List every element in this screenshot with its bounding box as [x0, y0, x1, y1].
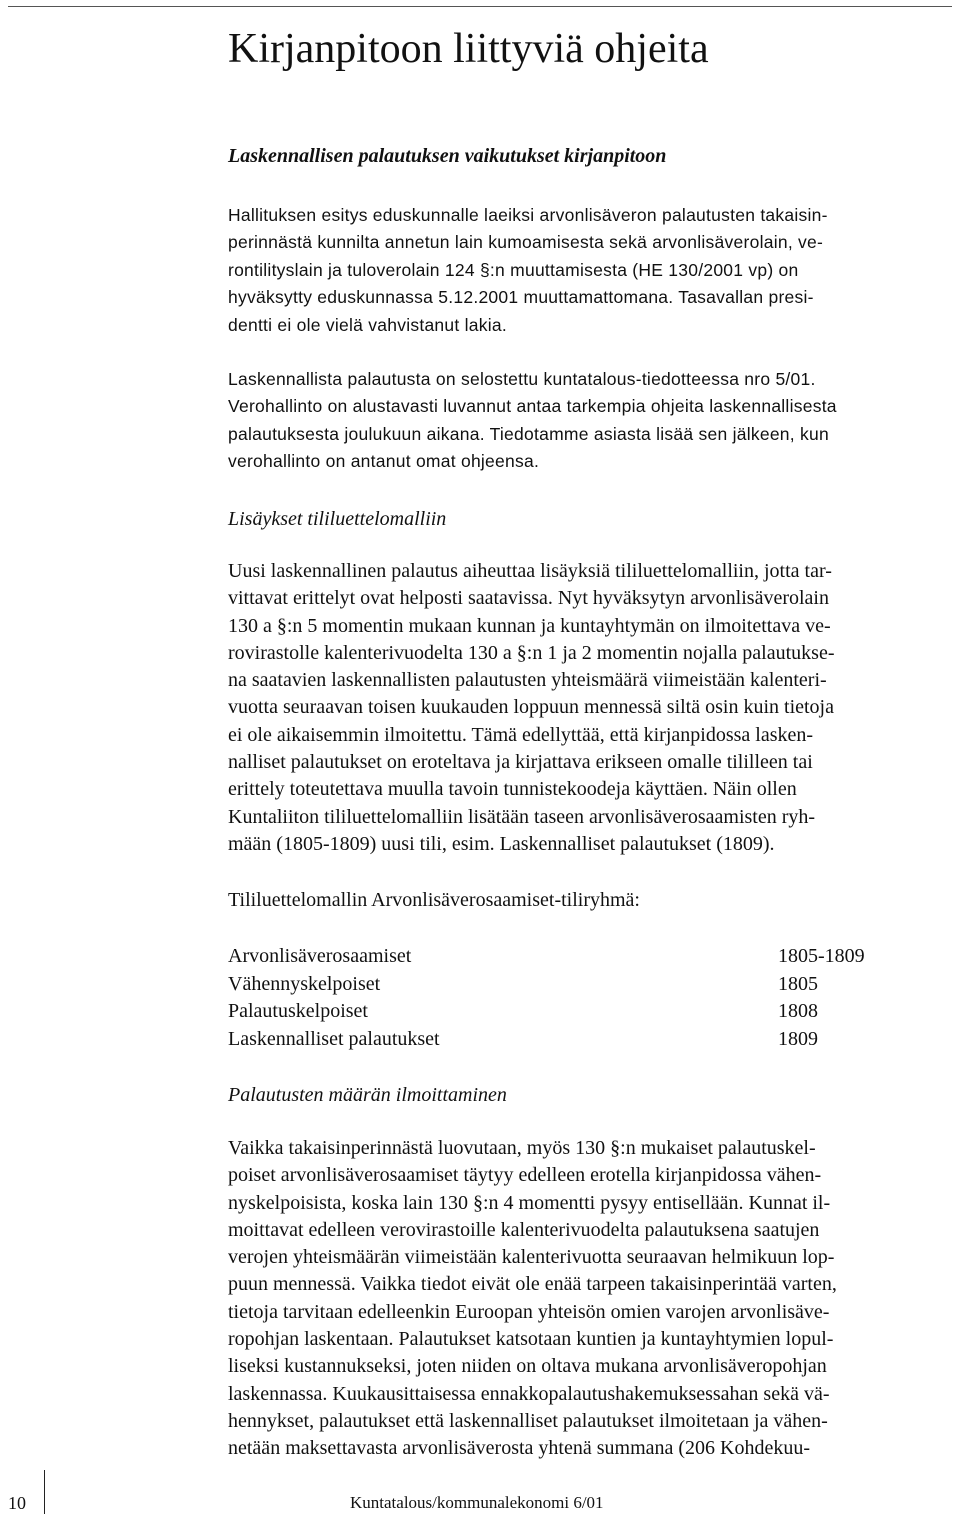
paragraph-line: rovirastolle kalenterivuodelta 130 a §:n 1 ja 2 momentin nojalla palautukse-: [228, 641, 835, 664]
paragraph-line: verojen yhteismäärän viimeistään kalenterivuotta seuraavan helmikuun lop-: [228, 1246, 835, 1269]
section-heading: Laskennallisen palautuksen vaikutukset kirjanpitoon: [228, 145, 667, 167]
footer-publication: Kuntatalous/kommunalekonomi 6/01: [350, 1493, 604, 1512]
page-number: 10: [8, 1493, 26, 1513]
paragraph-line: erittely toteutettava muulla tavoin tunnistekoodeja käyttäen. Näin ollen: [228, 778, 797, 801]
paragraph-line: ei ole aikaisemmin ilmoitettu. Tämä edellyttää, että kirjanpidossa lasken-: [228, 723, 814, 746]
paragraph-3: [228, 558, 835, 858]
paragraph-line: nyskelpoisista, koska lain 130 §:n 4 momentti pysyy entisellään. Kunnat il-: [228, 1191, 831, 1214]
paragraph-line: perinnästä kunnilta annetun lain kumoamisesta sekä arvonlisäverolain, ve-: [228, 232, 824, 253]
paragraph-line: hennykset, palautukset että laskennalliset palautukset ilmoitetaan ja vähen-: [228, 1409, 828, 1432]
paragraph-line: mään (1805-1809) uusi tili, esim. Laskennalliset palautukset (1809).: [228, 832, 775, 855]
table-row: [228, 971, 908, 999]
paragraph-2: [228, 366, 837, 476]
paragraph-line: palautuksesta joulukuun aikana. Tiedotamme asiasta lisää sen jälkeen, kun: [228, 423, 829, 444]
account-code: 1809: [778, 1027, 818, 1050]
paragraph-line: Laskennallista palautusta on selostettu kuntatalous-tiedotteessa nro 5/01.: [228, 369, 816, 389]
paragraph-line: poiset arvonlisäverosaamiset täytyy edelleen erotella kirjanpidossa vähen-: [228, 1164, 822, 1187]
account-code: 1808: [778, 1000, 818, 1022]
paragraph-line: ropohjan laskentaan. Palautukset katsotaan kuntien ja kuntayhtymien lopul-: [228, 1328, 834, 1351]
paragraph-line: Hallituksen esitys eduskunnalle laeiksi arvonlisäveron palautusten takaisin-: [228, 205, 828, 225]
table-row: [228, 998, 908, 1026]
page-title: Kirjanpitoon liittyviä ohjeita: [228, 26, 709, 72]
paragraph-4: [228, 1135, 837, 1463]
paragraph-line: dentti ei ole vielä vahvistanut lakia.: [228, 314, 507, 335]
account-name: Vähennyskelpoiset: [228, 972, 381, 995]
table-row: [228, 1026, 908, 1054]
account-name: Arvonlisäverosaamiset: [228, 945, 412, 967]
subheading-tililuettelo: Lisäykset tililuettelomalliin: [228, 508, 447, 530]
paragraph-line: netään maksettavasta arvonlisäverosta yhtenä summana (206 Kohdekuu-: [228, 1437, 811, 1460]
account-name: Palautuskelpoiset: [228, 1000, 368, 1022]
table-intro: Tililuettelomallin Arvonlisäverosaamiset-tiliryhmä:: [228, 889, 640, 911]
account-code: 1805-1809: [778, 945, 865, 967]
paragraph-line: 130 a §:n 5 momentin mukaan kunnan ja kuntayhtymän on ilmoitettava ve-: [228, 614, 831, 637]
paragraph-line: puun mennessä. Vaikka tiedot eivät ole enää tarpeen takaisinperintää varten,: [228, 1273, 837, 1296]
paragraph-line: Kuntaliiton tililuettelomalliin lisätään taseen arvonlisäverosaamisten ryh-: [228, 805, 816, 828]
paragraph-line: Vaikka takaisinperinnästä luovutaan, myös 130 §:n mukaiset palautuskel-: [228, 1137, 816, 1159]
paragraph-line: Verohallinto on alustavasti luvannut antaa tarkempia ohjeita laskennallisesta: [228, 396, 837, 417]
paragraph-line: hyväksytty eduskunnassa 5.12.2001 muuttamattomana. Tasavallan presi-: [228, 287, 814, 308]
paragraph-line: laskennassa. Kuukausittaisessa ennakkopalautushakemuksessahan sekä vä-: [228, 1382, 830, 1405]
paragraph-line: vuotta seuraavan toisen kuukauden loppuun mennessä siltä osin kuin tietoja: [228, 696, 834, 719]
paragraph-line: nalliset palautukset on eroteltava ja kirjattava erikseen omalle tililleen tai: [228, 751, 813, 774]
footer-rule: [44, 1470, 45, 1514]
account-name: Laskennalliset palautukset: [228, 1027, 440, 1050]
account-table: [228, 943, 908, 1053]
subheading-palautusten: Palautusten määrän ilmoittaminen: [228, 1084, 507, 1106]
paragraph-line: moittavat edelleen verovirastoille kalenterivuodelta palautuksena saatujen: [228, 1218, 820, 1241]
paragraph-line: tietoja tarvitaan edelleenkin Euroopan yhteisön omien varojen arvonlisäve-: [228, 1300, 830, 1323]
paragraph-line: verohallinto on antanut omat ohjeensa.: [228, 451, 540, 472]
account-code: 1805: [778, 972, 818, 995]
paragraph-line: rontilityslain ja tuloverolain 124 §:n muuttamisesta (HE 130/2001 vp) on: [228, 259, 799, 280]
paragraph-line: vittavat erittelyt ovat helposti saatavissa. Nyt hyväksytyn arvonlisäverolain: [228, 587, 829, 610]
paragraph-line: na saatavien laskennallisten palautusten yhteismäärä viimeistään kalenteri-: [228, 669, 827, 692]
paragraph-1: [228, 202, 828, 339]
paragraph-line: liseksi kustannukseksi, joten niiden on oltava mukana arvonlisäveropohjan: [228, 1355, 827, 1378]
paragraph-line: Uusi laskennallinen palautus aiheuttaa lisäyksiä tililuettelomalliin, jotta tar-: [228, 560, 832, 582]
top-rule: [8, 6, 952, 7]
table-row: [228, 943, 908, 971]
